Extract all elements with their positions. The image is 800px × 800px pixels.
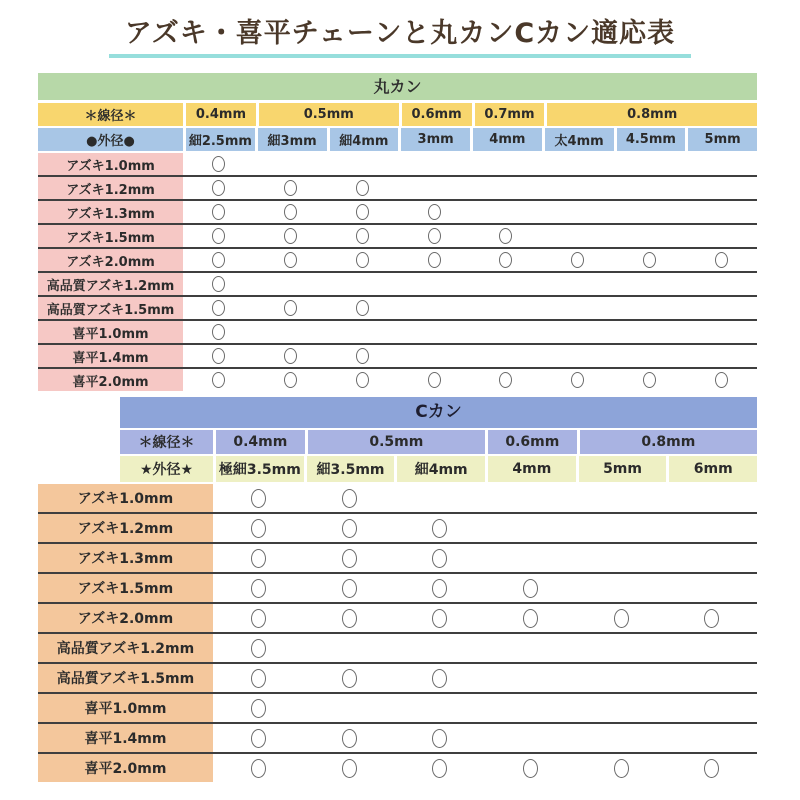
mark-cell	[666, 694, 757, 722]
mark-cell	[485, 634, 576, 662]
table-row	[38, 153, 757, 177]
compatible-mark-icon	[571, 252, 584, 268]
mark-cell	[542, 345, 614, 367]
mark-cell	[470, 297, 542, 319]
row-label: アズキ1.3mm	[38, 544, 213, 572]
wire-size-cell: 0.7mm	[475, 103, 545, 126]
marukan-table-title: 丸カン	[38, 73, 757, 100]
mark-cell	[542, 297, 614, 319]
table-row	[38, 177, 757, 201]
mark-cell	[666, 664, 757, 692]
mark-cell	[685, 345, 757, 367]
mark-cell	[614, 369, 686, 391]
compatible-mark-icon	[523, 579, 538, 598]
wire-size-cell: 0.5mm	[259, 103, 399, 126]
mark-cell	[685, 201, 757, 223]
mark-cell	[394, 724, 485, 752]
compatible-mark-icon	[428, 372, 441, 388]
mark-cell	[183, 345, 255, 367]
compatible-mark-icon	[356, 252, 369, 268]
mark-cell	[542, 369, 614, 391]
mark-cell	[666, 514, 757, 542]
compatible-mark-icon	[356, 180, 369, 196]
table-row	[38, 225, 757, 249]
mark-cell	[576, 694, 667, 722]
mark-cell	[542, 321, 614, 343]
mark-cell	[327, 177, 399, 199]
mark-cell	[255, 249, 327, 271]
mark-cell	[542, 177, 614, 199]
mark-cell	[327, 225, 399, 247]
compatible-mark-icon	[523, 609, 538, 628]
mark-cell	[576, 514, 667, 542]
mark-cell	[485, 574, 576, 602]
table-row	[38, 273, 757, 297]
table-row	[38, 514, 757, 544]
row-label: 喜平2.0mm	[38, 369, 183, 391]
compatible-mark-icon	[342, 759, 357, 778]
row-label: 高品質アズキ1.2mm	[38, 273, 183, 295]
mark-cell	[614, 201, 686, 223]
table-row	[38, 345, 757, 369]
mark-cell	[576, 754, 667, 782]
mark-cell	[398, 201, 470, 223]
wire-diameter-label: ＊線径＊	[120, 430, 213, 454]
table-body	[38, 484, 757, 782]
mark-cell	[398, 153, 470, 175]
mark-cell	[394, 664, 485, 692]
mark-cell	[614, 273, 686, 295]
mark-cell	[183, 225, 255, 247]
compatible-mark-icon	[715, 252, 728, 268]
mark-cell	[666, 754, 757, 782]
compatible-mark-icon	[212, 252, 225, 268]
outer-size-cell: 細4mm	[397, 456, 485, 482]
outer-size-cell: 5mm	[579, 456, 667, 482]
mark-cell	[327, 369, 399, 391]
wire-row	[120, 430, 757, 454]
mark-cell	[685, 225, 757, 247]
outer-size-cell: 細2.5mm	[186, 128, 255, 151]
mark-cell	[304, 604, 395, 632]
mark-cell	[213, 664, 304, 692]
mark-cell	[394, 574, 485, 602]
mark-cell	[327, 345, 399, 367]
compatible-mark-icon	[342, 669, 357, 688]
mark-cell	[485, 604, 576, 632]
mark-cell	[685, 153, 757, 175]
row-label: アズキ1.5mm	[38, 574, 213, 602]
mark-cell	[614, 153, 686, 175]
row-label: アズキ1.2mm	[38, 177, 183, 199]
mark-cell	[394, 634, 485, 662]
mark-cell	[327, 249, 399, 271]
table-row	[38, 297, 757, 321]
compatible-mark-icon	[428, 252, 441, 268]
mark-cell	[213, 544, 304, 572]
mark-cell	[470, 177, 542, 199]
mark-cell	[685, 369, 757, 391]
compatible-mark-icon	[251, 699, 266, 718]
compatible-mark-icon	[499, 372, 512, 388]
compatible-mark-icon	[342, 579, 357, 598]
compatible-mark-icon	[284, 372, 297, 388]
compatible-mark-icon	[212, 300, 225, 316]
mark-cell	[485, 754, 576, 782]
mark-cell	[394, 514, 485, 542]
mark-cell	[470, 249, 542, 271]
mark-cell	[576, 574, 667, 602]
compatible-mark-icon	[212, 156, 225, 172]
mark-cell	[394, 484, 485, 512]
ckan-table	[0, 397, 800, 782]
mark-cell	[255, 225, 327, 247]
page-title: アズキ・喜平チェーンと丸カンCカン適応表	[109, 17, 691, 58]
mark-cell	[542, 153, 614, 175]
row-label: 喜平1.4mm	[38, 345, 183, 367]
wire-size-cell: 0.4mm	[216, 430, 305, 454]
compatible-mark-icon	[432, 609, 447, 628]
mark-cell	[213, 514, 304, 542]
compatible-mark-icon	[212, 372, 225, 388]
outer-size-cell: 5mm	[688, 128, 757, 151]
table-row	[38, 544, 757, 574]
compatible-mark-icon	[643, 252, 656, 268]
mark-cell	[255, 273, 327, 295]
mark-cell	[304, 634, 395, 662]
compatible-mark-icon	[432, 549, 447, 568]
compatible-mark-icon	[432, 729, 447, 748]
row-label: アズキ1.5mm	[38, 225, 183, 247]
compatible-mark-icon	[342, 729, 357, 748]
mark-cell	[666, 574, 757, 602]
outer-size-cell: 3mm	[401, 128, 470, 151]
compatible-mark-icon	[432, 579, 447, 598]
mark-cell	[398, 177, 470, 199]
mark-cell	[485, 544, 576, 572]
row-label: 喜平1.0mm	[38, 694, 213, 722]
outer-size-cell: 細3mm	[258, 128, 327, 151]
outer-diameter-label: ★外径★	[120, 456, 213, 482]
mark-cell	[685, 177, 757, 199]
outer-diameter-label: ●外径●	[38, 128, 183, 151]
mark-cell	[255, 321, 327, 343]
table-row	[38, 634, 757, 664]
mark-cell	[470, 345, 542, 367]
row-label: アズキ1.3mm	[38, 201, 183, 223]
row-label: 高品質アズキ1.5mm	[38, 664, 213, 692]
compatible-mark-icon	[356, 300, 369, 316]
mark-cell	[685, 297, 757, 319]
mark-cell	[614, 321, 686, 343]
mark-cell	[183, 369, 255, 391]
mark-cell	[183, 177, 255, 199]
mark-cell	[470, 369, 542, 391]
wire-size-cell: 0.8mm	[547, 103, 757, 126]
mark-cell	[255, 369, 327, 391]
mark-cell	[398, 225, 470, 247]
row-label: 喜平1.0mm	[38, 321, 183, 343]
mark-cell	[304, 574, 395, 602]
compatible-mark-icon	[251, 519, 266, 538]
compatible-mark-icon	[428, 204, 441, 220]
mark-cell	[576, 634, 667, 662]
row-label: 高品質アズキ1.5mm	[38, 297, 183, 319]
mark-cell	[666, 724, 757, 752]
compatible-mark-icon	[356, 348, 369, 364]
mark-cell	[213, 574, 304, 602]
mark-cell	[255, 201, 327, 223]
mark-cell	[485, 514, 576, 542]
compatible-mark-icon	[342, 519, 357, 538]
mark-cell	[614, 177, 686, 199]
compatible-mark-icon	[251, 639, 266, 658]
row-label: 喜平2.0mm	[38, 754, 213, 782]
compatible-mark-icon	[499, 252, 512, 268]
compatible-mark-icon	[704, 609, 719, 628]
wire-size-cell: 0.6mm	[488, 430, 577, 454]
wire-diameter-label: ＊線径＊	[38, 103, 183, 126]
compatible-mark-icon	[251, 489, 266, 508]
compatible-mark-icon	[284, 252, 297, 268]
mark-cell	[327, 153, 399, 175]
mark-cell	[213, 754, 304, 782]
compatible-mark-icon	[428, 228, 441, 244]
ckan-table-title: Cカン	[120, 397, 757, 428]
mark-cell	[304, 724, 395, 752]
table-row	[38, 321, 757, 345]
wire-size-cell: 0.6mm	[402, 103, 472, 126]
compatible-mark-icon	[212, 276, 225, 292]
mark-cell	[398, 297, 470, 319]
compatible-mark-icon	[432, 759, 447, 778]
compatible-mark-icon	[212, 204, 225, 220]
compatible-mark-icon	[614, 759, 629, 778]
row-label: アズキ2.0mm	[38, 249, 183, 271]
wire-size-cell: 0.4mm	[186, 103, 256, 126]
title-area	[0, 0, 800, 58]
table-row	[38, 484, 757, 514]
mark-cell	[685, 249, 757, 271]
mark-cell	[398, 321, 470, 343]
mark-cell	[327, 297, 399, 319]
outer-row	[38, 128, 757, 151]
mark-cell	[398, 249, 470, 271]
compatible-mark-icon	[212, 180, 225, 196]
mark-cell	[255, 153, 327, 175]
table-row	[38, 201, 757, 225]
row-label: 喜平1.4mm	[38, 724, 213, 752]
compatible-mark-icon	[251, 669, 266, 688]
mark-cell	[542, 225, 614, 247]
outer-size-cell: 細3.5mm	[307, 456, 395, 482]
mark-cell	[576, 484, 667, 512]
ckan-table-head	[120, 397, 757, 482]
mark-cell	[576, 544, 667, 572]
mark-cell	[327, 273, 399, 295]
outer-size-cell: 太4mm	[545, 128, 614, 151]
mark-cell	[485, 694, 576, 722]
compatible-mark-icon	[251, 549, 266, 568]
outer-size-cell: 細4mm	[330, 128, 399, 151]
mark-cell	[614, 249, 686, 271]
mark-cell	[470, 321, 542, 343]
mark-cell	[685, 273, 757, 295]
row-label: アズキ1.2mm	[38, 514, 213, 542]
mark-cell	[666, 484, 757, 512]
mark-cell	[398, 369, 470, 391]
mark-cell	[183, 249, 255, 271]
table-row	[38, 694, 757, 724]
mark-cell	[614, 225, 686, 247]
mark-cell	[255, 345, 327, 367]
compatible-mark-icon	[212, 348, 225, 364]
mark-cell	[183, 153, 255, 175]
mark-cell	[394, 604, 485, 632]
mark-cell	[398, 345, 470, 367]
compatible-mark-icon	[212, 228, 225, 244]
mark-cell	[304, 544, 395, 572]
outer-size-cell: 4mm	[473, 128, 542, 151]
table-row	[38, 724, 757, 754]
mark-cell	[183, 201, 255, 223]
compatible-mark-icon	[643, 372, 656, 388]
mark-cell	[614, 345, 686, 367]
mark-cell	[398, 273, 470, 295]
compatible-mark-icon	[432, 519, 447, 538]
compatible-mark-icon	[342, 489, 357, 508]
mark-cell	[394, 544, 485, 572]
outer-size-cell: 6mm	[669, 456, 757, 482]
mark-cell	[542, 273, 614, 295]
compatible-mark-icon	[571, 372, 584, 388]
mark-cell	[183, 273, 255, 295]
mark-cell	[213, 694, 304, 722]
mark-cell	[485, 724, 576, 752]
mark-cell	[470, 225, 542, 247]
table-row	[38, 369, 757, 391]
outer-size-cell: 4mm	[488, 456, 576, 482]
compatible-mark-icon	[284, 348, 297, 364]
table-row	[38, 249, 757, 273]
compatible-mark-icon	[342, 549, 357, 568]
mark-cell	[213, 634, 304, 662]
marukan-table	[38, 73, 757, 391]
table-row	[38, 754, 757, 782]
mark-cell	[542, 249, 614, 271]
compatible-mark-icon	[523, 759, 538, 778]
mark-cell	[327, 201, 399, 223]
mark-cell	[542, 201, 614, 223]
mark-cell	[304, 484, 395, 512]
mark-cell	[576, 664, 667, 692]
mark-cell	[470, 273, 542, 295]
mark-cell	[255, 177, 327, 199]
outer-size-cell: 極細3.5mm	[216, 456, 304, 482]
outer-size-cell: 4.5mm	[617, 128, 686, 151]
compatible-mark-icon	[284, 204, 297, 220]
compatible-mark-icon	[614, 609, 629, 628]
mark-cell	[327, 321, 399, 343]
compatible-mark-icon	[251, 579, 266, 598]
mark-cell	[614, 297, 686, 319]
compatible-mark-icon	[284, 300, 297, 316]
row-label: 高品質アズキ1.2mm	[38, 634, 213, 662]
row-label: アズキ2.0mm	[38, 604, 213, 632]
mark-cell	[470, 201, 542, 223]
table-row	[38, 664, 757, 694]
compatible-mark-icon	[251, 759, 266, 778]
wire-size-cell: 0.5mm	[308, 430, 485, 454]
row-label: アズキ1.0mm	[38, 484, 213, 512]
wire-size-cell: 0.8mm	[580, 430, 757, 454]
compatible-mark-icon	[356, 228, 369, 244]
mark-cell	[213, 604, 304, 632]
compatible-mark-icon	[432, 669, 447, 688]
compatible-mark-icon	[284, 228, 297, 244]
compatible-mark-icon	[715, 372, 728, 388]
mark-cell	[183, 297, 255, 319]
compatible-mark-icon	[251, 609, 266, 628]
compatible-mark-icon	[251, 729, 266, 748]
mark-cell	[470, 153, 542, 175]
mark-cell	[183, 321, 255, 343]
mark-cell	[394, 754, 485, 782]
mark-cell	[394, 694, 485, 722]
compatible-mark-icon	[342, 609, 357, 628]
mark-cell	[576, 724, 667, 752]
mark-cell	[685, 321, 757, 343]
mark-cell	[304, 664, 395, 692]
compatible-mark-icon	[284, 180, 297, 196]
compatible-mark-icon	[704, 759, 719, 778]
compatible-mark-icon	[356, 204, 369, 220]
compatible-mark-icon	[499, 228, 512, 244]
table-row	[38, 574, 757, 604]
compatible-mark-icon	[356, 372, 369, 388]
mark-cell	[666, 544, 757, 572]
mark-cell	[213, 484, 304, 512]
row-label: アズキ1.0mm	[38, 153, 183, 175]
mark-cell	[304, 694, 395, 722]
mark-cell	[576, 604, 667, 632]
wire-row	[38, 103, 757, 126]
mark-cell	[485, 484, 576, 512]
mark-cell	[666, 634, 757, 662]
mark-cell	[485, 664, 576, 692]
mark-cell	[255, 297, 327, 319]
outer-row	[120, 456, 757, 482]
compatible-mark-icon	[212, 324, 225, 340]
mark-cell	[304, 514, 395, 542]
mark-cell	[304, 754, 395, 782]
table-body	[38, 153, 757, 391]
mark-cell	[666, 604, 757, 632]
mark-cell	[213, 724, 304, 752]
table-row	[38, 604, 757, 634]
